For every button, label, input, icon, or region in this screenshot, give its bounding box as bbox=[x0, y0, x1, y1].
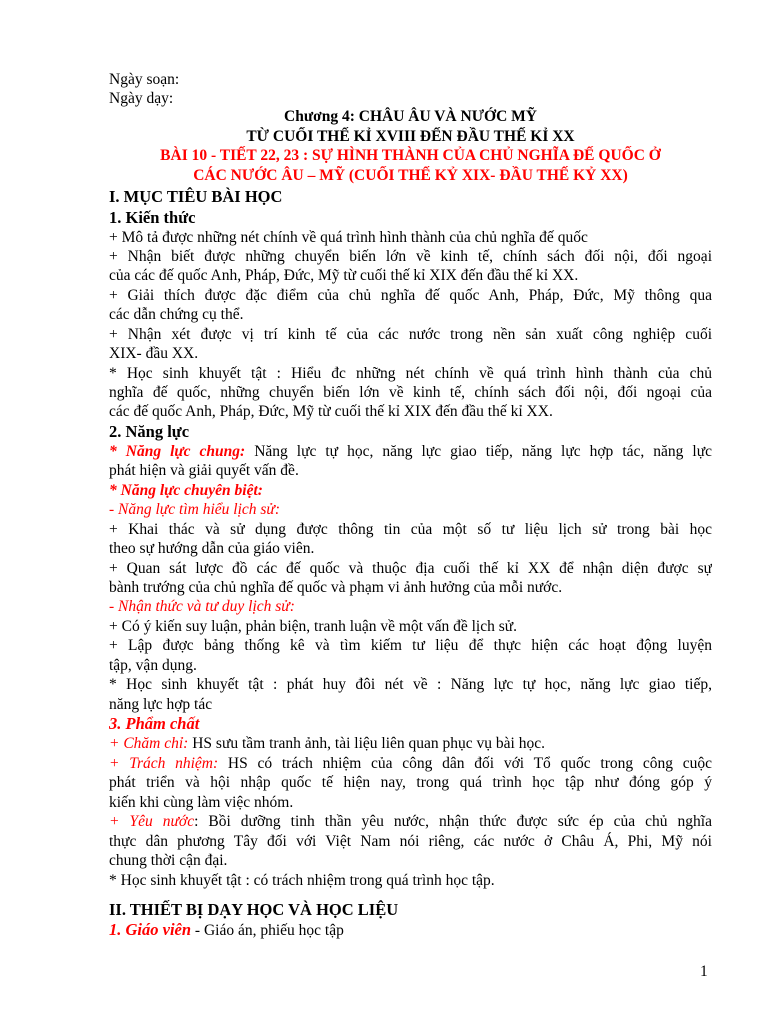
paragraph-line: chung thời cận đại. bbox=[109, 852, 228, 869]
subheading-knowledge: 1. Kiến thức bbox=[109, 208, 196, 227]
label-teacher: 1. Giáo viên bbox=[109, 920, 192, 939]
label-history-inquiry: - Năng lực tìm hiểu lịch sử: bbox=[109, 501, 281, 518]
paragraph-line: + Quan sát lược đồ các đế quốc và thuộc địa cuối thế kỉ XX để nhận diện được sự bbox=[109, 560, 712, 577]
paragraph-line: kiến khi cùng làm việc nhóm. bbox=[109, 794, 294, 811]
subheading-competence: 2. Năng lực bbox=[109, 422, 190, 441]
label-general-competence: * Năng lực chung: bbox=[109, 443, 246, 460]
paragraph-line: các đế quốc Anh, Pháp, Đức, Mỹ từ cuối thế kỉ XIX đến đầu thế kỉ XX. bbox=[109, 403, 553, 420]
paragraph-line: + Khai thác và sử dụng được thông tin của một số tư liệu lịch sử trong bài học bbox=[109, 521, 712, 538]
label-diligence: + Chăm chỉ: bbox=[109, 735, 189, 752]
subheading-qualities: 3. Phẩm chất bbox=[109, 714, 200, 733]
paragraph-line: + Nhận biết được những chuyển biến lớn về kinh tế, chính sách đối nội, đối ngoại bbox=[109, 248, 712, 265]
lesson-title-line-1: BÀI 10 - TIẾT 22, 23 : SỰ HÌNH THÀNH CỦA CHỦ NGHĨA ĐẾ QUỐC Ở bbox=[160, 147, 661, 164]
paragraph-line bbox=[109, 812, 712, 832]
label-patriotism: + Yêu nước bbox=[109, 813, 195, 830]
chapter-subtitle: TỪ CUỐI THẾ KỈ XVIII ĐẾN ĐẦU THẾ KỈ XX bbox=[246, 128, 575, 145]
section-heading-equipment: II. THIẾT BỊ DẠY HỌC VÀ HỌC LIỆU bbox=[109, 900, 399, 919]
label-responsibility: + Trách nhiệm: bbox=[109, 755, 219, 772]
section-heading-objectives: I. MỤC TIÊU BÀI HỌC bbox=[109, 187, 283, 206]
paragraph-line bbox=[109, 754, 712, 774]
paragraph-line: phát triển và hội nhập quốc tế hiện nay, trong quá trình học tập như đóng góp ý bbox=[109, 774, 712, 791]
paragraph-line: * Học sinh khuyết tật : Hiểu đc những nét chính về quá trình hình thành của chủ bbox=[109, 365, 712, 382]
paragraph-line: + Giải thích được đặc điểm của chủ nghĩa đế quốc Anh, Pháp, Đức, Mỹ thông qua bbox=[109, 287, 712, 304]
patriotism-text: : Bồi dưỡng tinh thần yêu nước, nhận thức được sức ép của chủ nghĩa bbox=[194, 813, 712, 830]
paragraph-line bbox=[109, 920, 712, 941]
responsibility-text: HS có trách nhiệm của công dân đối với Tổ quốc trong công cuộc bbox=[218, 755, 712, 772]
paragraph-line: năng lực hợp tác bbox=[109, 696, 213, 713]
paragraph-line bbox=[109, 442, 712, 462]
paragraph-line: * Học sinh khuyết tật : phát huy đôi nét về : Năng lực tự học, năng lực giao tiếp, bbox=[109, 676, 712, 693]
ngay-soan: Ngày soạn: bbox=[109, 71, 180, 88]
paragraph-line: của các đế quốc Anh, Pháp, Đức, Mỹ từ cuối thế kỉ XIX đến đầu thế kỉ XX. bbox=[109, 267, 579, 284]
diligence-text: HS sưu tầm tranh ảnh, tài liệu liên quan phục vụ bài học. bbox=[188, 735, 545, 752]
paragraph-line bbox=[109, 734, 712, 754]
label-history-thinking: - Nhận thức và tư duy lịch sử: bbox=[109, 598, 295, 615]
paragraph-line: nghĩa đế quốc, những chuyển biến lớn về kinh tế, chính sách đối nội, đối ngoại của bbox=[109, 384, 712, 401]
paragraph-line: bành trướng của chủ nghĩa đế quốc và phạm vi ảnh hưởng của mỗi nước. bbox=[109, 579, 563, 596]
paragraph-line: * Học sinh khuyết tật : có trách nhiệm trong quá trình học tập. bbox=[109, 872, 495, 889]
ngay-day: Ngày dạy: bbox=[109, 90, 174, 107]
page-number: 1 bbox=[700, 963, 708, 980]
general-competence-text: Năng lực tự học, năng lực giao tiếp, năng lực hợp tác, năng lực bbox=[245, 443, 712, 460]
paragraph-line: + Nhận xét được vị trí kinh tế của các nước trong nền sản xuất công nghiệp cuối bbox=[109, 326, 712, 343]
paragraph-line: thực dân phương Tây đối với Việt Nam nói riêng, các nước ở Châu Á, Phi, Mỹ nói bbox=[109, 833, 712, 850]
teacher-text: - Giáo án, phiếu học tập bbox=[191, 922, 344, 939]
paragraph-line: các dẫn chứng cụ thể. bbox=[109, 306, 244, 323]
paragraph-line: phát hiện và giải quyết vấn đề. bbox=[109, 462, 299, 479]
paragraph-line: XIX- đầu XX. bbox=[109, 345, 199, 362]
chapter-title: Chương 4: CHÂU ÂU VÀ NƯỚC MỸ bbox=[284, 108, 537, 125]
label-specific-competence: * Năng lực chuyên biệt: bbox=[109, 482, 263, 499]
paragraph-line: + Mô tả được những nét chính về quá trình hình thành của chủ nghĩa đế quốc bbox=[109, 229, 588, 246]
paragraph-line: tập, vận dụng. bbox=[109, 657, 197, 674]
paragraph-line: theo sự hướng dẫn của giáo viên. bbox=[109, 540, 315, 557]
paragraph-line: + Lập được bảng thống kê và tìm kiếm tư liệu để thực hiện các hoạt động luyện bbox=[109, 637, 712, 654]
lesson-title-line-2: CÁC NƯỚC ÂU – MỸ (CUỐI THẾ KỶ XIX- ĐẦU THẾ KỶ XX) bbox=[193, 167, 628, 184]
paragraph-line: + Có ý kiến suy luận, phản biện, tranh luận về một vấn đề lịch sử. bbox=[109, 618, 518, 635]
